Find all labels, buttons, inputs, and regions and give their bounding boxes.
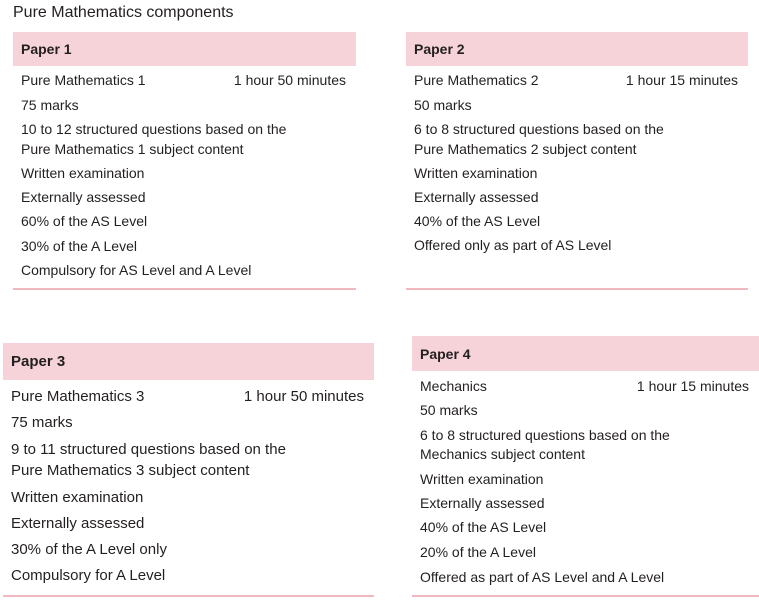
paper-2-questions-line-1: 6 to 8 structured questions based on the [414, 121, 664, 137]
paper-1-assessment: Externally assessed [21, 189, 146, 205]
paper-1-questions-line-1: 10 to 12 structured questions based on the [21, 121, 287, 137]
paper-1-duration: 1 hour 50 minutes [233, 72, 346, 88]
paper-2-subject: Pure Mathematics 2 [414, 72, 539, 88]
paper-1-subject: Pure Mathematics 1 [21, 72, 146, 88]
paper-3-card [3, 343, 374, 600]
paper-4-duration: 1 hour 15 minutes [636, 378, 749, 394]
paper-3-marks: 75 marks [11, 414, 73, 431]
paper-3-questions-line-2: Pure Mathematics 3 subject content [11, 462, 250, 479]
paper-2-card [406, 32, 748, 292]
paper-3-divider [3, 595, 374, 597]
paper-4-assessment: Externally assessed [420, 495, 545, 511]
paper-2-questions-line-2: Pure Mathematics 2 subject content [414, 141, 637, 157]
paper-4-as-weight: 40% of the AS Level [420, 519, 547, 535]
paper-1-marks: 75 marks [21, 97, 79, 113]
paper-2-as-weight: 40% of the AS Level [414, 213, 541, 229]
paper-1-status: Compulsory for AS Level and A Level [21, 262, 252, 278]
paper-2-heading: Paper 2 [406, 32, 748, 66]
paper-3-status: Compulsory for A Level [11, 567, 166, 584]
paper-2-duration: 1 hour 15 minutes [625, 72, 738, 88]
paper-3-duration: 1 hour 50 minutes [243, 388, 364, 405]
paper-1-as-weight: 60% of the AS Level [21, 213, 148, 229]
paper-3-subject: Pure Mathematics 3 [11, 388, 145, 405]
paper-2-assessment: Externally assessed [414, 189, 539, 205]
paper-3-exam-type: Written examination [11, 489, 144, 506]
paper-2-divider [406, 288, 748, 290]
paper-1-questions-line-2: Pure Mathematics 1 subject content [21, 141, 244, 157]
paper-3-questions-line-1: 9 to 11 structured questions based on the [11, 441, 286, 458]
paper-2-status: Offered only as part of AS Level [414, 237, 612, 253]
paper-4-divider [412, 595, 759, 597]
paper-4-status: Offered as part of AS Level and A Level [420, 569, 665, 585]
paper-4-a-weight: 20% of the A Level [420, 544, 536, 560]
paper-4-subject: Mechanics [420, 378, 487, 394]
page-title: Pure Mathematics components [13, 4, 234, 21]
paper-4-exam-type: Written examination [420, 471, 544, 487]
paper-1-divider [13, 288, 356, 290]
paper-4-card [412, 336, 759, 600]
paper-4-questions-line-2: Mechanics subject content [420, 446, 585, 462]
paper-4-heading: Paper 4 [412, 336, 759, 371]
paper-2-marks: 50 marks [414, 97, 472, 113]
paper-1-a-weight: 30% of the A Level [21, 238, 137, 254]
paper-2-exam-type: Written examination [414, 165, 538, 181]
paper-4-questions-line-1: 6 to 8 structured questions based on the [420, 427, 670, 443]
paper-1-card [13, 32, 356, 292]
paper-4-marks: 50 marks [420, 402, 478, 418]
paper-1-exam-type: Written examination [21, 165, 145, 181]
paper-1-heading: Paper 1 [13, 32, 356, 66]
paper-3-a-weight: 30% of the A Level only [11, 541, 167, 558]
paper-3-heading: Paper 3 [3, 343, 374, 380]
paper-3-assessment: Externally assessed [11, 515, 145, 532]
